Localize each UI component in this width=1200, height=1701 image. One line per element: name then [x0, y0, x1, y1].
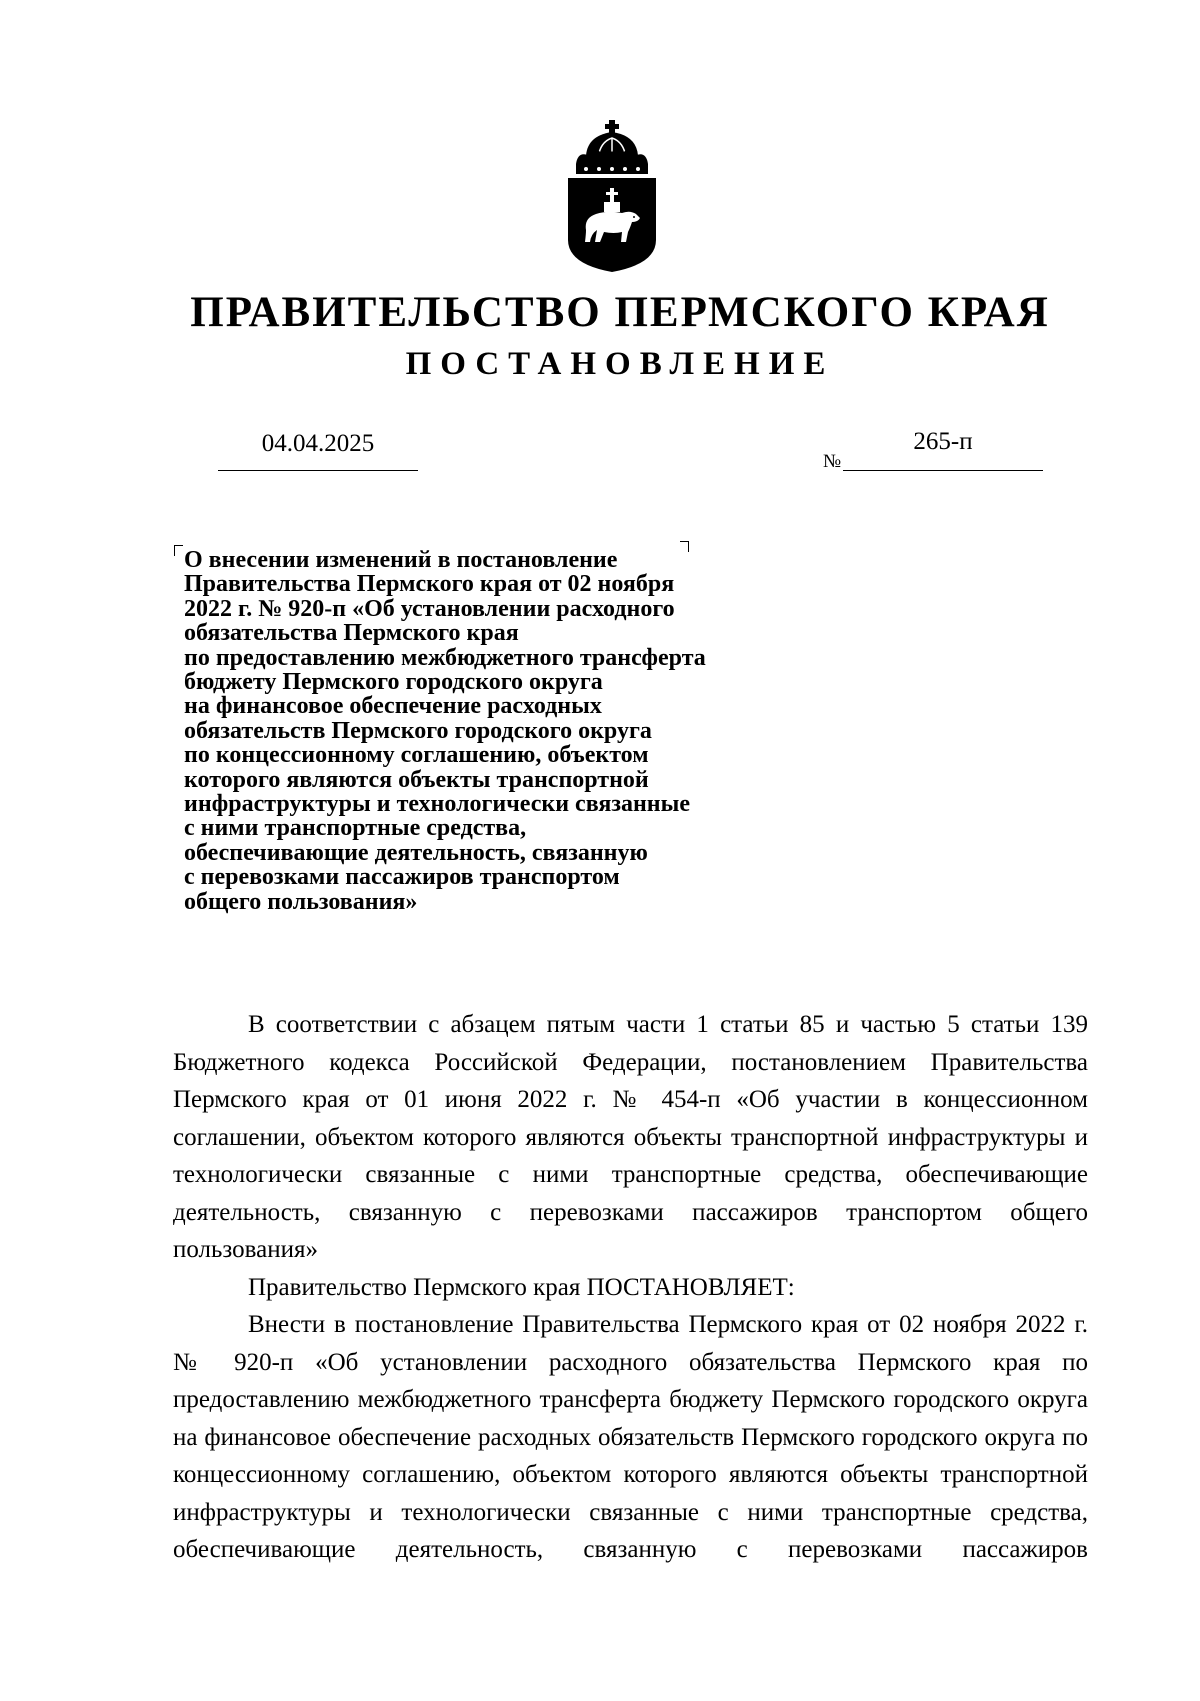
coat-of-arms-icon — [564, 118, 660, 274]
subject-line: которого являются объекты транспортной — [184, 766, 649, 793]
organization-title: ПРАВИТЕЛЬСТВО ПЕРМСКОГО КРАЯ — [190, 289, 1050, 336]
subject-line: обязательства Пермского края — [184, 620, 519, 647]
body-paragraph-amendment: Внести в постановление Правительства Пермского края от 02 ноября 2022 г. № 920-п «Об установлении расходного обязательства Пермского края по предоставлению межбюджетного трансферта бюджету Пермского городского округа на финансовое обеспечение расходных обязательств Пермского городского округа по концессионному соглашению, объектом которого являются объекты транспортной инфраструктуры и технологически связанные с ними транспортные средства, обеспечивающие деятельность, связанную с перевозками пассажиров — [173, 1311, 1088, 1563]
document-date: 04.04.2025 — [261, 430, 375, 457]
subject-line: обязательств Пермского городского округа — [184, 717, 652, 744]
subject-line: по предоставлению межбюджетного трансферта — [184, 644, 706, 671]
subject-line: по концессионному соглашению, объектом — [184, 742, 649, 769]
subject-line: инфраструктуры и технологически связанные — [184, 791, 691, 818]
number-sign: № — [823, 451, 842, 472]
subject-bracket-left — [174, 545, 183, 556]
subject-line: на финансовое обеспечение расходных — [184, 693, 602, 720]
subject-line: О внесении изменений в постановление — [184, 547, 618, 573]
document-type: ПОСТАНОВЛЕНИЕ — [405, 346, 835, 382]
subject-line: с перевозками пассажиров транспортом — [184, 864, 620, 891]
subject-line: общего пользования» — [184, 888, 418, 915]
body-paragraph-resolves: Правительство Пермского края ПОСТАНОВЛЯЕТ: — [248, 1273, 795, 1301]
body-paragraph-preamble: В соответствии с абзацем пятым части 1 статьи 85 и частью 5 статьи 139 Бюджетного кодекса Российской Федерации, постановлением Правительства Пермского края от 01 июня 2022 г. № 454-п «Об участии в концессионном соглашении, объектом которого являются объекты транспортной инфраструктуры и технологически связанные с ними транспортные средства, обеспечивающие деятельность, связанную с перевозками пассажиров транспортом общего пользования» — [173, 1011, 1088, 1263]
subject-line: бюджету Пермского городского округа — [184, 669, 603, 696]
subject-line: Правительства Пермского края от 02 ноября — [184, 571, 675, 598]
number-underline — [843, 470, 1043, 471]
subject-line: с ними транспортные средства, — [184, 815, 527, 842]
document-number: 265-п — [913, 428, 973, 455]
subject-line: обеспечивающие деятельность, связанную — [184, 839, 648, 866]
subject-line: 2022 г. № 920-п «Об установлении расходного — [184, 595, 675, 622]
document-subject — [184, 548, 824, 914]
document-body — [173, 1006, 1088, 1569]
date-underline — [218, 470, 418, 471]
